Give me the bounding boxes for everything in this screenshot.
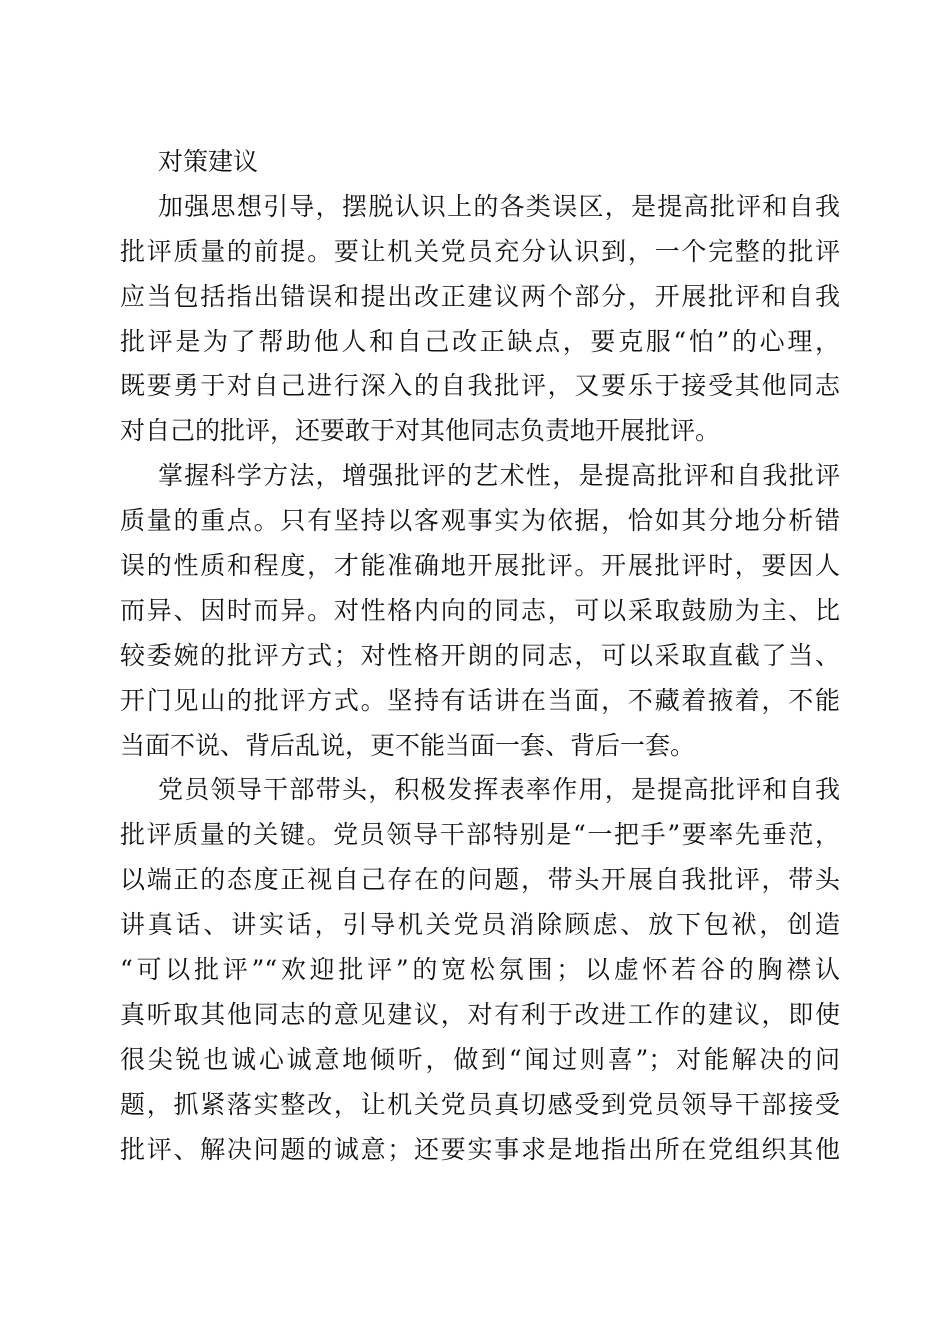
paragraph-1-line-4: 批评是为了帮助他人和自己改正缺点，要克服“怕”的心理， [120,326,840,356]
paragraph-3-line-4: 讲真话、讲实话，引导机关党员消除顾虑、放下包袱，创造 [120,910,840,940]
paragraph-1-line-6: 对自己的批评，还要敢于对其他同志负责地开展批评。 [120,416,721,446]
paragraph-2-line-6: 开门见山的批评方式。坚持有话讲在当面，不藏着掖着，不能 [120,685,840,715]
document-body [120,140,840,1172]
paragraph-2-line-7: 当面不说、背后乱说，更不能当面一套、背后一套。 [120,730,696,760]
paragraph-1-line-3: 应当包括指出错误和提出改正建议两个部分，开展批评和自我 [120,281,840,311]
paragraph-3-line-6: 真听取其他同志的意见建议，对有利于改进工作的建议，即使 [120,999,840,1029]
paragraph-3-line-9: 批评、解决问题的诚意；还要实事求是地指出所在党组织其他 [120,1134,840,1164]
section-heading: 对策建议 [158,147,259,176]
paragraph-3-line-5: “可以批评”“欢迎批评”的宽松氛围；以虚怀若谷的胸襟认 [120,955,840,985]
paragraph-3-line-3: 以端正的态度正视自己存在的问题，带头开展自我批评，带头 [120,865,840,895]
paragraph-2-line-5: 较委婉的批评方式；对性格开朗的同志，可以采取直截了当、 [120,640,840,670]
paragraph-1-line-1: 加强思想引导，摆脱认识上的各类误区，是提高批评和自我 [158,191,840,221]
paragraph-2-line-2: 质量的重点。只有坚持以客观事实为依据，恰如其分地分析错 [120,506,840,536]
paragraph-2-line-1: 掌握科学方法，增强批评的艺术性，是提高批评和自我批评 [158,461,840,491]
paragraph-2-line-3: 误的性质和程度，才能准确地开展批评。开展批评时，要因人 [120,551,840,581]
paragraph-3-line-1: 党员领导干部带头，积极发挥表率作用，是提高批评和自我 [158,775,840,805]
paragraph-3-line-7: 很尖锐也诚心诚意地倾听，做到“闻过则喜”；对能解决的问 [120,1044,840,1074]
paragraph-1-line-2: 批评质量的前提。要让机关党员充分认识到，一个完整的批评 [120,236,840,266]
paragraph-3-line-2: 批评质量的关键。党员领导干部特别是“一把手”要率先垂范， [120,820,840,850]
paragraph-3-line-8: 题，抓紧落实整改，让机关党员真切感受到党员领导干部接受 [120,1089,840,1119]
paragraph-2-line-4: 而异、因时而异。对性格内向的同志，可以采取鼓励为主、比 [120,595,840,625]
paragraph-1-line-5: 既要勇于对自己进行深入的自我批评，又要乐于接受其他同志 [120,371,840,401]
